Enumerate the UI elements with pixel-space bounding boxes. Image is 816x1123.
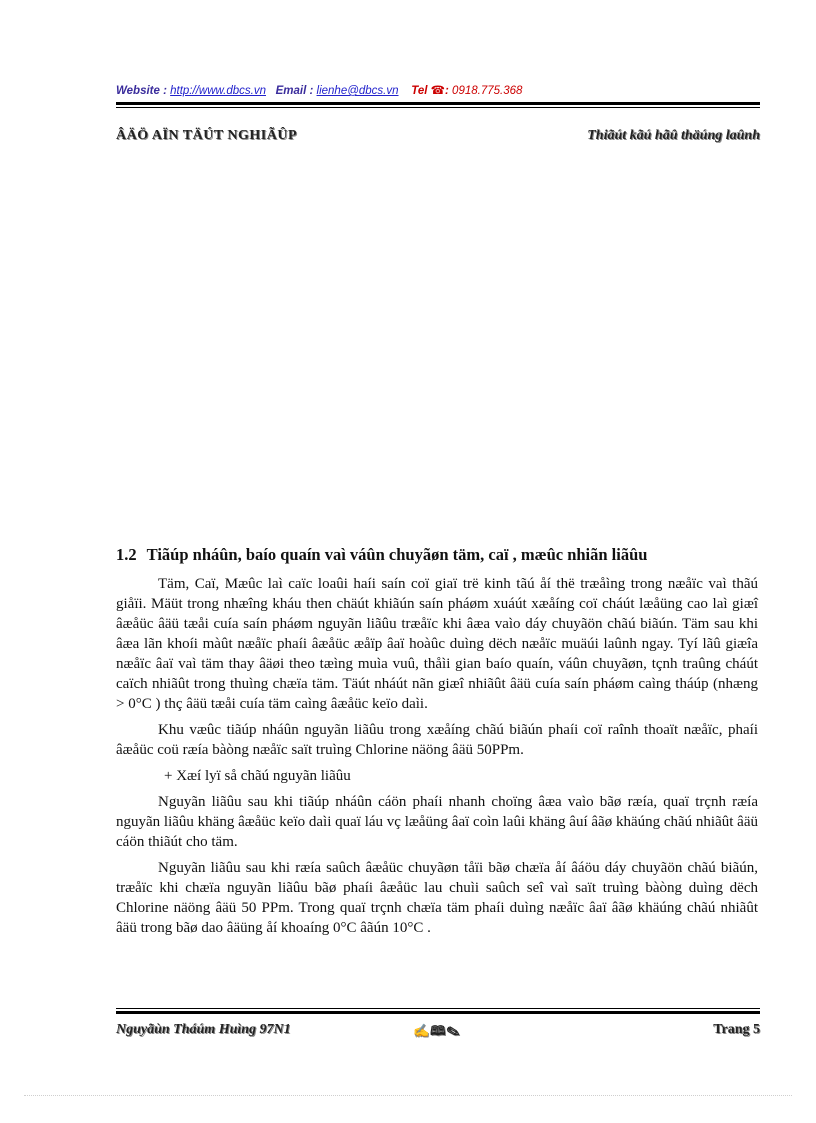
section-number: 1.2 [116, 545, 137, 564]
header-title-left: ÂÄÖ AÏN TÄÚT NGHIÃÛP [116, 128, 298, 143]
page-edge-dotted-line [24, 1095, 792, 1096]
paragraph: Täm, Caï, Mæûc laì caïc loaûi haíi saín coï giaï trë kinh tãú åí thë træåìng trong næåïc vaì thãú giåïi. Mäüt trong nhæîng kháu then chäút khiãún saín pháøm xuáút xæåíng coï cháút læåüng cao laì giæî âæåüc âäü tæåi cuía saín pháøm nguyãn liãûu træåïc khi âæa vaìo dáy chuyãön chãú biãún. Täm sau khi âæa lãn khoíi màût næåïc phaíi âæåüc æåïp âaï hoàûc duìng dëch næåïc muäúi laûnh ngay. Tyí lãû giæîa næåïc âaï vaì täm thay âäøi theo tæìng muìa vuû, thåìi gian baío quaín, váûn chuyãøn, tçnh traûng cháút caïch nhiãût trong thuìng chæïa täm. Täút nháút nãn giæî nhiãût âäü cuía saín pháøm caìng tháúp (nhæng > 0°C ) thç âäü tæåi cuía täm caìng âæåüc keïo daìi. [116, 576, 758, 712]
bullet-item: + Xæí lyï så chãú nguyãn liãûu [164, 768, 351, 784]
contact-line [116, 83, 522, 97]
email-link[interactable]: lienhe@dbcs.vn [316, 85, 399, 97]
email-label: Email : [275, 85, 314, 97]
footer-author: Nguyãùn Tháúm Huìng 97N1 [116, 1022, 291, 1037]
phone-number: 0918.775.368 [452, 85, 523, 97]
website-link[interactable]: http://www.dbcs.vn [170, 85, 266, 97]
tel-label: Tel ☎: [411, 85, 449, 97]
paragraph: Khu væûc tiãúp nháûn nguyãn liãûu trong xæåíng chãú biãún phaíi coï raînh thoaït næåïc, phaíi âæåüc coü ræía bàòng næåïc saït truìng Chlorine näöng âäü 50PPm. [116, 722, 758, 758]
website-label: Website : [116, 85, 167, 97]
paragraph: Nguyãn liãûu sau khi tiãúp nháûn cáön phaíi nhanh choïng âæa vaìo bãø ræía, quaï trçnh ræía nguyãn liãûu khäng âæåüc keïo daìi quaï láu vç læåüng âaï coìn laûi khäng âuí âãø khäúng chãú nhiãût âäü cáön thiãút cho täm. [116, 794, 758, 850]
header-title-right: Thiãút kãú hãû thäúng laûnh [587, 128, 760, 143]
section-title: Tiãúp nháûn, baío quaín vaì váûn chuyãøn täm, caï , mæûc nhiãn liãûu [146, 545, 648, 564]
top-rule-thin [116, 107, 760, 108]
section-heading [116, 545, 758, 565]
bottom-rule-thick [116, 1011, 760, 1014]
top-rule-thick [116, 102, 760, 105]
footer-ornament-icon: ✍🕮✎ [413, 1023, 461, 1038]
paragraph: Nguyãn liãûu sau khi ræía saûch âæåüc chuyãøn tåïi bãø chæïa åí âáöu dáy chuyãön chãú biãún, træåïc khi chæïa nguyãn liãûu bãø phaíi âæåüc lau chuìi saûch seî vaì saït truìng bàòng duìng dëch Chlorine näöng âäü 50 PPm. Trong quaï trçnh chæïa täm phaíi duìng næåïc âaï âãø khäúng chãú nhiãût âäü trong bãø dao âäüng åí khoaíng 0°C âãún 10°C . [116, 860, 758, 936]
page-number: Trang 5 [713, 1022, 760, 1037]
main-content [116, 545, 758, 944]
bottom-rule-thin [116, 1008, 760, 1009]
